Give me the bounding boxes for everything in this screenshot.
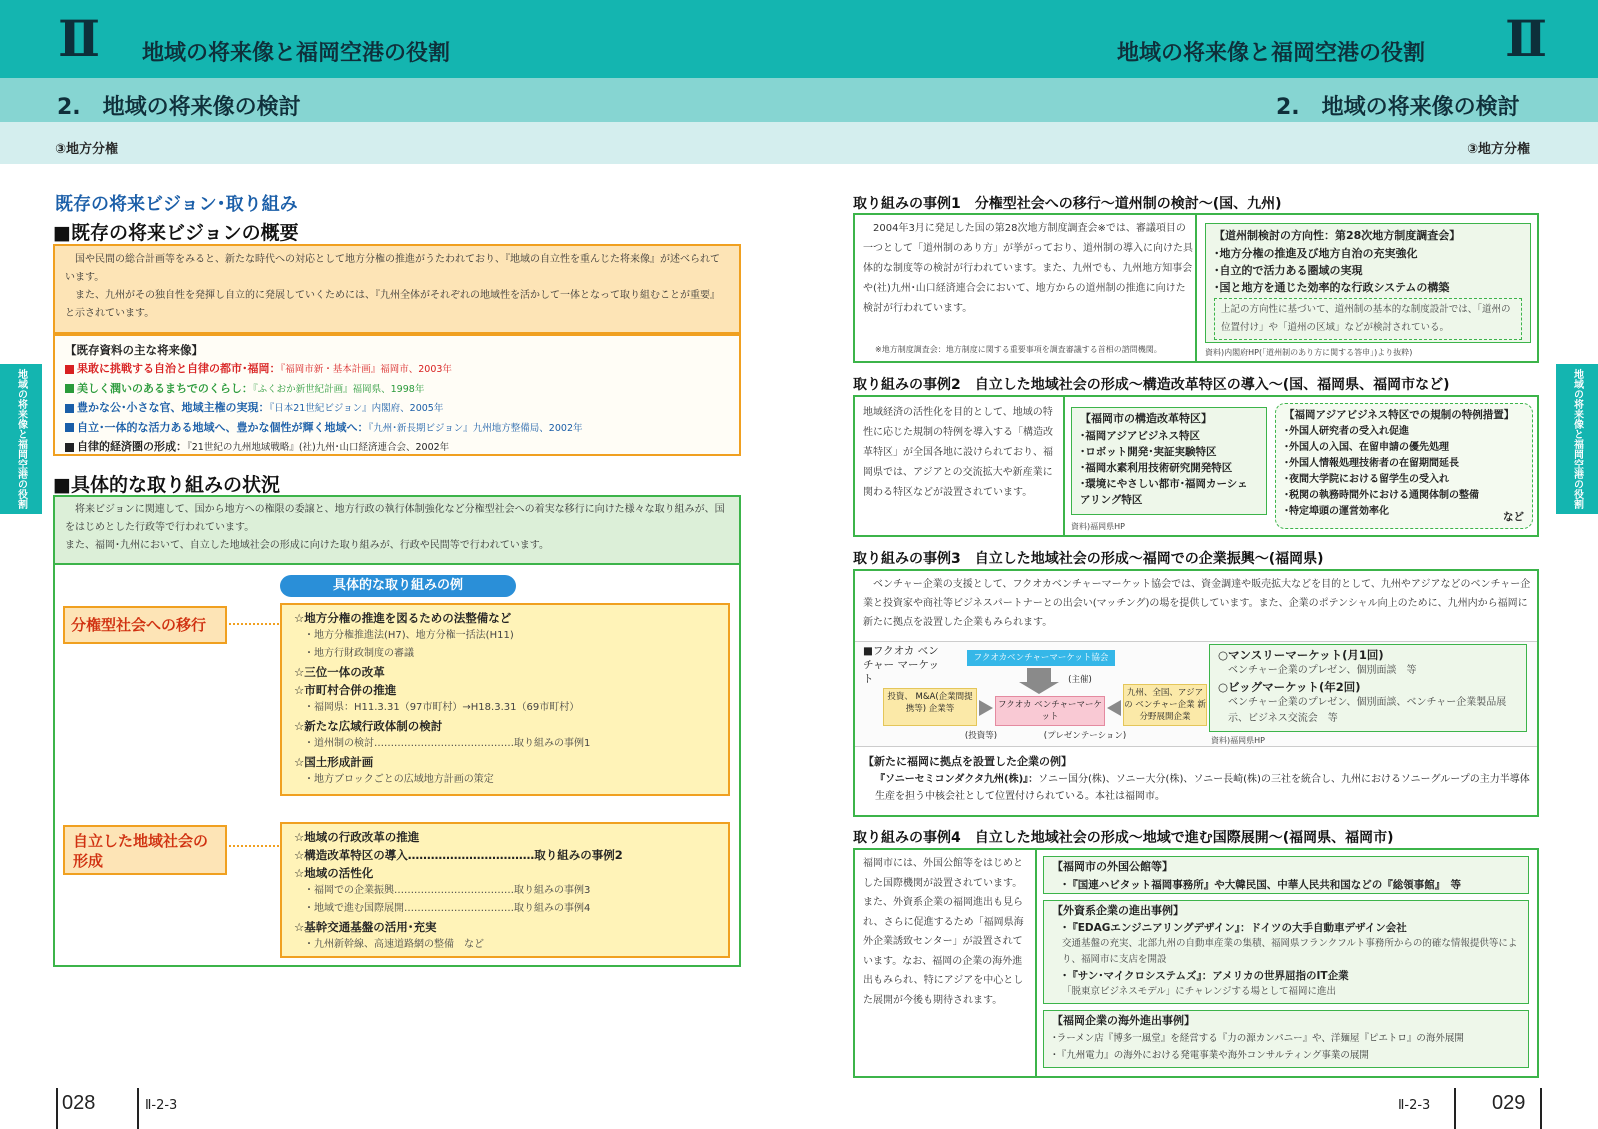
- case1-box-title: 【道州制検討の方向性：第28次地方制度調査会】: [1214, 229, 1461, 242]
- list-item: ･福岡水素利用技術研究開発特区: [1080, 462, 1233, 474]
- vision-source: 『福岡市新・基本計画』福岡市、2003年: [280, 364, 452, 375]
- diagram-arrow-left: [1107, 700, 1121, 716]
- case3-new-text: ソニー国分(株)、ソニー大分(株)、ソニー長崎(株)の三社を統合し、九州におけるソニーグループの主力半導体生産を担う中核会社として位置付けられている。本社は福岡市。: [875, 774, 1530, 802]
- case4-text: 福岡市には、外国公館等をはじめとした国際機関が設置されています。また、外資系企業の福岡進出も見られ、さらに促進するため「福岡県海外企業誘致センター」が設置されています。なお、福岡の企業の海外進出もみられ、特にアジアを中心とした展開が今後も期待されます。: [863, 858, 1024, 1006]
- case4-items2: [1052, 920, 1520, 1000]
- case2-items2: [1284, 424, 1524, 520]
- list2: [294, 828, 716, 954]
- case2-text: 地域経済の活性化を目的として、地域の特性に応じた規制の特例を導入する「構造改革特区」が全国各地に設けられており、福岡県では、アジアとの交流拡大や新産業に関わる特区などが設置されています。: [863, 407, 1053, 498]
- case1-box-note-text: 上記の方向性に基づいて、道州制の基本的な制度設計では、「道州の位置付け」や「道州の区域」などが検討されている。: [1221, 304, 1511, 333]
- list-item: ･ロボット開発･実証実験特区: [1080, 446, 1217, 458]
- list-item: ベンチャー企業のプレゼン、個別面談 等: [1228, 665, 1417, 676]
- list-item: ☆三位一体の改革: [294, 665, 385, 679]
- vision-bullet-icon: [65, 384, 74, 393]
- list-item: ･環境にやさしい都市･福岡カーシェアリング特区: [1080, 478, 1248, 506]
- vision-source: 『ふくおか新世紀計画』福岡県、1998年: [252, 383, 425, 395]
- case2-special-zones-box: [1071, 407, 1267, 515]
- section-title-right: 2. 地域の将来像の検討: [1276, 95, 1520, 120]
- vision-text: 自律的経済圏の形成：: [77, 440, 187, 453]
- list-item: ･特定埠頭の運営効率化: [1284, 506, 1389, 517]
- side-tab-left: 地域の将来像と福岡空港の役割: [0, 364, 42, 514]
- case3-box: [853, 569, 1539, 817]
- label-decentralized-society: 分権型社会への移行: [63, 606, 227, 644]
- list-item: ･税関の執務時間外における通関体制の整備: [1284, 490, 1479, 501]
- chapter-number-right: Ⅱ: [1505, 9, 1548, 68]
- vision-text: 豊かな公･小さな官、地域主権の実現：: [77, 401, 270, 414]
- list-item: ･国と地方を通じた効率的な行政システムの構築: [1214, 281, 1450, 294]
- list-item: ☆構造改革特区の導入……………………………取り組みの事例2: [294, 848, 623, 862]
- diagram-presentation-label: (プレゼンテーション): [1043, 731, 1127, 741]
- list-item: ･外国人の入国、在留申請の優先処理: [1284, 442, 1449, 453]
- case2-box1-title: 【福岡市の構造改革特区】: [1080, 412, 1212, 425]
- case4-box: [853, 848, 1539, 1078]
- case2-box2-title: 【福岡アジアビジネス特区での規制の特例措置】: [1284, 409, 1515, 421]
- list-item: ･『九州電力』の海外における発電事業や海外コンサルティング事業の展開: [1052, 1050, 1369, 1061]
- case2-box2-tail: など: [1503, 511, 1524, 523]
- left-footer-rule: [56, 1088, 58, 1129]
- case3-new-title: 【新たに福岡に拠点を設置した企業の例】: [863, 755, 1072, 768]
- examples-pill: 具体的な取り組みの例: [280, 575, 516, 597]
- list-item: ・地域で進む国際展開……………………………取り組みの事例4: [304, 903, 591, 914]
- connector-2: [229, 845, 279, 847]
- case3-new-company: 『ソニーセミコンダクタ九州(株)』：: [875, 774, 1039, 785]
- list-item: ☆地域の行政改革の推進: [294, 830, 420, 844]
- case3-market-box: [1209, 644, 1527, 732]
- list-item: ☆新たな広域行政体制の検討: [294, 719, 443, 733]
- status-text-1: 将来ビジョンに関連して、国から地方への権限の委譲と、地方行政の執行体制強化など分権型社会への着実な移行に向けた様々な取り組みが、国をはじめとした行政等で行われています。: [65, 504, 725, 533]
- case4-title: 取り組みの事例4 自立した地域社会の形成～地域で進む国際展開～(福岡県、福岡市): [853, 830, 1394, 846]
- case2-title: 取り組みの事例2 自立した地域社会の形成～構造改革特区の導入～(国、福岡県、福岡市など): [853, 377, 1450, 393]
- diagram-arrow-down-head: [1019, 682, 1059, 694]
- list-item: ･福岡アジアビジネス特区: [1080, 430, 1201, 442]
- right-page-number: 029: [1492, 1092, 1526, 1114]
- list-item: ベンチャー企業のプレゼン、個別面談、ベンチャー企業製品展示、ビジネス交流会 等: [1228, 697, 1507, 724]
- subsection-band: [0, 122, 1598, 164]
- list-item: ･『サン･マイクロシステムズ』：アメリカの世界屈指のIT企業: [1062, 970, 1349, 982]
- diagram-arrow-down: [1027, 668, 1051, 682]
- case3-text: ベンチャー企業の支援として、フクオカベンチャーマーケット協会では、資金調達や販売拡大などを目的として、九州やアジアなどのベンチャー企業と投資家や商社等ビジネスパートナーとの出会い(マッチング)の場を提供しています。また、企業のポテンシャル向上のために、九州内から福岡に新たに拠点を設置した企業もみられます。: [863, 579, 1531, 628]
- case3-title: 取り組みの事例3 自立した地域社会の形成～福岡での企業振興～(福岡県): [853, 551, 1324, 567]
- diagram-ventures: 九州、全国、アジアの ベンチャー企業 新分野展開企業: [1123, 684, 1207, 726]
- case4-box1-item: ･『国連ハビタット福岡事務所』や大韓民国、中華人民共和国などの『総領事館』 等: [1062, 879, 1461, 891]
- case1-box-note: [1214, 298, 1522, 340]
- case3-items: [1218, 647, 1518, 727]
- list-item: ・九州新幹線、高速道路網の整備 など: [304, 939, 484, 950]
- list-item: ○ビッグマーケット(年2回): [1218, 680, 1361, 694]
- case1-divider: [1195, 215, 1197, 361]
- list1-box: [280, 603, 730, 796]
- chapter-title-right: 地域の将来像と福岡空港の役割: [1117, 41, 1426, 66]
- list-item: ･自立的で活力ある圏域の実現: [1214, 264, 1363, 277]
- overview-text-2: また、九州がその独自性を発揮し自立的に発展していくためには、『九州全体がそれぞれの地域性を活かして一体となって取り組むことが重要』と示されています。: [65, 290, 720, 319]
- label-independent-society: 自立した地域社会の形成: [63, 825, 227, 875]
- list-item: ・道州制の検討……………………………………取り組みの事例1: [304, 738, 591, 749]
- visions-list: [65, 360, 729, 458]
- case2-divider: [1063, 397, 1065, 535]
- case1-note: ※地方制度調査会：地方制度に関する重要事項を調査審議する首相の諮問機関。: [875, 345, 1162, 354]
- case2-box: [853, 395, 1539, 537]
- vision-bullet-icon: [65, 423, 74, 432]
- list-item: ○マンスリーマーケット(月1回): [1218, 648, 1384, 662]
- vision-text: 自立･一体的な活力ある地域へ、豊かな個性が輝く地域へ：: [77, 420, 369, 434]
- case1-direction-box: [1205, 223, 1531, 343]
- overview-text-1: 国や民間の総合計画等をみると、新たな時代への対応として地方分権の推進がうたわれており、『地域の自立性を重んじた将来像』が述べられています。: [65, 254, 720, 283]
- case2-measures-box: [1275, 403, 1533, 529]
- right-page-code: Ⅱ-2-3: [1398, 1098, 1431, 1113]
- connector-1: [229, 623, 279, 625]
- diagram-invest-label: (投資等): [964, 731, 998, 741]
- list-item: ☆市町村合併の推進: [294, 683, 397, 697]
- list1: [294, 609, 716, 789]
- section-title-left: 2. 地域の将来像の検討: [57, 95, 301, 120]
- diagram-investors: 投資、 M&A(企業間提携等) 企業等: [883, 688, 977, 726]
- visions-title: 【既存資料の主な将来像】: [65, 343, 203, 357]
- case3-new-body: [863, 771, 1531, 805]
- left-heading: 既存の将来ビジョン･取り組み: [55, 194, 298, 215]
- list-item: ･『EDAGエンジニアリングデザイン』：ドイツの大手自動車デザイン会社: [1062, 922, 1407, 934]
- left-page-code: Ⅱ-2-3: [145, 1098, 178, 1113]
- visions-box: [53, 334, 741, 456]
- vision-bullet-icon: [65, 443, 74, 452]
- left-footer-rule-2: [137, 1088, 139, 1129]
- left-page-number: 028: [62, 1092, 96, 1114]
- case4-box1-title: 【福岡市の外国公館等】: [1052, 860, 1173, 873]
- overview-heading: ■既存の将来ビジョンの概要: [53, 222, 299, 244]
- list-item: ・福岡での企業振興………………………………取り組みの事例3: [304, 885, 591, 896]
- list-item: ・福岡県：H11.3.31（97市町村）→H18.3.31（69市町村）: [304, 702, 580, 713]
- case4-items3: [1052, 1030, 1520, 1064]
- list-item: ☆地方分権の推進を図るための法整備など: [294, 611, 512, 625]
- case3-source: 資料)福岡県HP: [1211, 736, 1265, 745]
- case1-title: 取り組みの事例1 分権型社会への移行～道州制の検討～(国、九州): [853, 196, 1282, 212]
- list-item: ･地方分権の推進及び地方自治の充実強化: [1214, 247, 1418, 260]
- case4-divider: [1035, 850, 1037, 1076]
- case1-source: 資料)内閣府HP(「道州制のあり方に関する答申」)より抜粋): [1205, 348, 1413, 357]
- case1-text-area: [863, 219, 1193, 319]
- list-item: 交通基盤の充実、北部九州の自動車産業の集積、福岡県フランクフルト事務所からの的確な情報提供等により、福岡市に支店を開設: [1062, 938, 1518, 965]
- vision-item: [65, 380, 729, 400]
- case4-overseas-box: [1043, 1010, 1529, 1068]
- list-item: ☆基幹交通基盤の活用･充実: [294, 920, 437, 934]
- status-text-2: また、福岡･九州において、自立した地域社会の形成に向けた取り組みが、行政や民間等で行われています。: [65, 540, 549, 551]
- list-item: ☆地域の活性化: [294, 866, 374, 880]
- diagram-venture-market: フクオカ ベンチャーマーケット: [995, 696, 1105, 726]
- chapter-number-left: Ⅱ: [58, 9, 101, 68]
- case2-source: 資料)福岡県HP: [1071, 522, 1125, 531]
- subsection-title-left: ③地方分権: [55, 142, 119, 157]
- status-intro: [55, 497, 739, 565]
- list2-box: [280, 822, 730, 958]
- list-item: ・地方分権推進法(H7)、地方分権一括法(H11): [304, 630, 514, 641]
- list-item: ･夜間大学院における留学生の受入れ: [1284, 474, 1449, 485]
- list-item: ･ラーメン店『博多一風堂』を経営する『力の源カンパニー』や、洋麺屋『ピエトロ』の海外展開: [1052, 1033, 1464, 1044]
- right-footer-rule-2: [1540, 1088, 1542, 1129]
- case4-foreign-firms-box: [1043, 900, 1529, 1004]
- diagram-association: フクオカベンチャーマーケット協会: [967, 650, 1115, 666]
- vision-item: [65, 419, 729, 439]
- list-item: ・地方ブロックごとの広域地方計画の策定: [304, 774, 494, 785]
- right-footer-rule: [1454, 1088, 1456, 1129]
- list-item: ･外国人研究者の受入れ促進: [1284, 426, 1409, 437]
- subsection-title-right: ③地方分権: [1467, 142, 1531, 157]
- case3-diagram-label: ■フクオカ ベンチャー マーケット: [863, 645, 939, 685]
- list-item: ☆国土形成計画: [294, 755, 374, 769]
- chapter-title-left: 地域の将来像と福岡空港の役割: [142, 41, 451, 66]
- vision-item: [65, 360, 729, 380]
- case4-box2-title: 【外資系企業の進出事例】: [1052, 904, 1184, 917]
- vision-bullet-icon: [65, 365, 74, 374]
- case3-new-bases: [863, 753, 1531, 805]
- vision-text: 果敢に挑戦する自治と自律の都市･福岡：: [77, 362, 281, 375]
- status-heading: ■具体的な取り組みの状況: [53, 474, 280, 496]
- vision-source: 『日本21世紀ビジョン』内閣府、2005年: [269, 403, 444, 414]
- diagram-arrow-right: [979, 700, 993, 716]
- diagram-host-label: (主催): [1068, 675, 1092, 685]
- list-item: ・地方行財政制度の審議: [304, 648, 414, 659]
- side-tab-right: 地域の将来像と福岡空港の役割: [1556, 364, 1598, 514]
- list-item: 「脱東京ビジネスモデル」にチャレンジする場として福岡に進出: [1062, 986, 1336, 997]
- case2-items1: [1080, 428, 1258, 508]
- vision-bullet-icon: [65, 404, 74, 413]
- case4-consulates-box: [1043, 856, 1529, 894]
- vision-item: [65, 399, 729, 419]
- case3-diagram-area: [855, 641, 1537, 747]
- vision-source: 『21世紀の九州地域戦略』(社)九州･山口経済連合会、2002年: [187, 442, 450, 453]
- vision-item: [65, 438, 729, 458]
- case4-box3-title: 【福岡企業の海外進出事例】: [1052, 1014, 1195, 1027]
- case1-box: [853, 213, 1539, 363]
- vision-text: 美しく潤いのあるまちでのくらし：: [77, 381, 253, 395]
- list-item: ･外国人情報処理技術者の在留期間延長: [1284, 458, 1459, 469]
- overview-box: [53, 244, 741, 334]
- case1-text: 2004年3月に発足した国の第28次地方制度調査会※では、審議項目の一つとして「道州制のあり方」が挙がっており、道州制の導入に向けた具体的な制度等の検討が行われています。また、九州でも、九州地方知事会や(社)九州･山口経済連合会において、地方からの道州制の推進に向けた検討が行われています。: [863, 223, 1193, 314]
- vision-source: 『九州･新長期ビジョン』九州地方整備局、2002年: [368, 422, 583, 434]
- case1-items: [1214, 245, 1522, 296]
